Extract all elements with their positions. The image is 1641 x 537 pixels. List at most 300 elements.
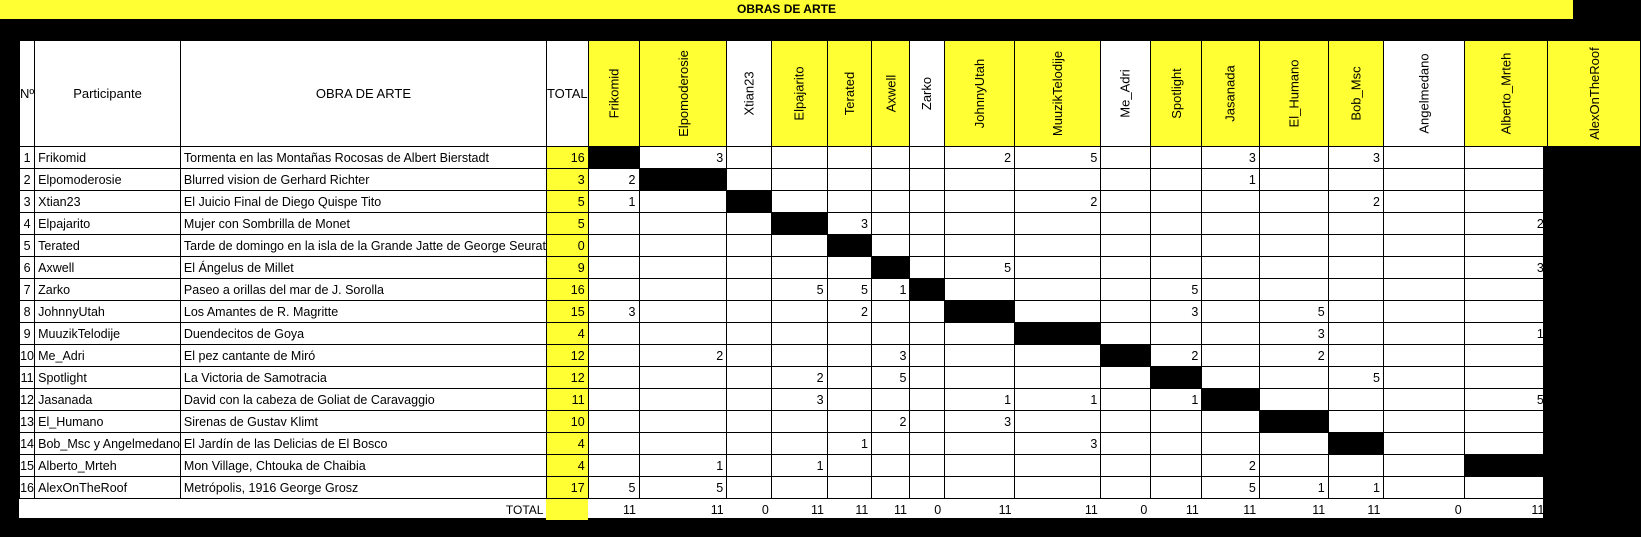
vote-cell[interactable] bbox=[1328, 389, 1383, 411]
vote-cell[interactable] bbox=[944, 213, 1014, 235]
vote-cell[interactable] bbox=[1465, 301, 1548, 323]
vote-cell[interactable] bbox=[944, 169, 1014, 191]
vote-cell[interactable] bbox=[1259, 279, 1328, 301]
vote-cell[interactable] bbox=[1101, 257, 1150, 279]
vote-cell[interactable] bbox=[910, 257, 944, 279]
vote-cell[interactable] bbox=[871, 301, 910, 323]
vote-cell[interactable] bbox=[588, 455, 639, 477]
participant-cell[interactable]: Zarko bbox=[35, 279, 181, 301]
vote-cell[interactable] bbox=[1328, 169, 1383, 191]
vote-cell[interactable]: 3 bbox=[1150, 301, 1202, 323]
vote-cell[interactable] bbox=[871, 389, 910, 411]
row-total-cell[interactable]: 16 bbox=[546, 279, 588, 301]
column-total-cell[interactable]: 11 bbox=[1185, 502, 1199, 517]
vote-cell[interactable] bbox=[772, 257, 827, 279]
vote-cell[interactable] bbox=[1328, 411, 1383, 433]
vote-cell[interactable] bbox=[1202, 301, 1259, 323]
vote-cell[interactable] bbox=[1202, 367, 1259, 389]
vote-cell[interactable] bbox=[1465, 411, 1548, 433]
row-total-cell[interactable]: 17 bbox=[546, 477, 588, 499]
vote-cell[interactable] bbox=[1101, 301, 1150, 323]
vote-cell[interactable] bbox=[727, 477, 772, 499]
vote-cell[interactable] bbox=[910, 345, 944, 367]
vote-cell[interactable] bbox=[588, 279, 639, 301]
vote-cell[interactable] bbox=[871, 213, 910, 235]
vote-cell[interactable] bbox=[772, 147, 827, 169]
vote-cell[interactable] bbox=[1383, 455, 1464, 477]
participant-cell[interactable]: Terated bbox=[35, 235, 181, 257]
vote-cell[interactable] bbox=[1015, 455, 1101, 477]
vote-cell[interactable] bbox=[1015, 477, 1101, 499]
vote-cell[interactable]: 5 bbox=[871, 367, 910, 389]
vote-cell[interactable] bbox=[1383, 345, 1464, 367]
vote-cell[interactable] bbox=[727, 455, 772, 477]
vote-cell[interactable] bbox=[588, 323, 639, 345]
vote-cell[interactable] bbox=[1465, 367, 1548, 389]
self-vote-blocked-cell[interactable] bbox=[727, 191, 772, 213]
vote-cell[interactable] bbox=[910, 455, 944, 477]
vote-cell[interactable]: 3 bbox=[827, 213, 871, 235]
vote-cell[interactable] bbox=[1101, 477, 1150, 499]
vote-cell[interactable] bbox=[910, 213, 944, 235]
vote-cell[interactable] bbox=[727, 213, 772, 235]
vote-cell[interactable] bbox=[1101, 455, 1150, 477]
vote-cell[interactable] bbox=[1202, 257, 1259, 279]
vote-cell[interactable] bbox=[1150, 411, 1202, 433]
vote-cell[interactable] bbox=[944, 323, 1014, 345]
vote-cell[interactable] bbox=[827, 389, 871, 411]
vote-cell[interactable] bbox=[1259, 367, 1328, 389]
participant-cell[interactable]: AlexOnTheRoof bbox=[35, 477, 181, 499]
vote-cell[interactable]: 1 bbox=[1547, 257, 1641, 279]
participant-cell[interactable]: JohnnyUtah bbox=[35, 301, 181, 323]
vote-cell[interactable]: 3 bbox=[639, 147, 727, 169]
vote-cell[interactable] bbox=[871, 169, 910, 191]
row-total-cell[interactable]: 15 bbox=[546, 301, 588, 323]
vote-cell[interactable] bbox=[588, 411, 639, 433]
row-number-cell[interactable]: 1 bbox=[20, 147, 35, 169]
vote-cell[interactable] bbox=[871, 455, 910, 477]
vote-cell[interactable] bbox=[1015, 257, 1101, 279]
vote-cell[interactable] bbox=[1101, 279, 1150, 301]
vote-cell[interactable] bbox=[1328, 213, 1383, 235]
participant-cell[interactable]: Xtian23 bbox=[35, 191, 181, 213]
vote-cell[interactable]: 2 bbox=[827, 301, 871, 323]
vote-cell[interactable] bbox=[1465, 147, 1548, 169]
vote-cell[interactable] bbox=[827, 169, 871, 191]
vote-cell[interactable] bbox=[727, 147, 772, 169]
vote-cell[interactable] bbox=[1465, 191, 1548, 213]
vote-cell[interactable] bbox=[772, 323, 827, 345]
vote-cell[interactable] bbox=[1202, 279, 1259, 301]
vote-cell[interactable] bbox=[727, 345, 772, 367]
self-vote-blocked-cell[interactable] bbox=[871, 257, 910, 279]
vote-cell[interactable] bbox=[1328, 345, 1383, 367]
vote-cell[interactable] bbox=[827, 411, 871, 433]
vote-cell[interactable]: 3 bbox=[772, 389, 827, 411]
vote-cell[interactable] bbox=[727, 235, 772, 257]
vote-cell[interactable] bbox=[944, 279, 1014, 301]
artwork-cell[interactable]: David con la cabeza de Goliat de Caravaggio bbox=[180, 389, 546, 411]
vote-cell[interactable] bbox=[588, 433, 639, 455]
self-vote-blocked-cell[interactable] bbox=[639, 169, 727, 191]
vote-cell[interactable] bbox=[1547, 323, 1641, 345]
vote-cell[interactable]: 2 bbox=[588, 169, 639, 191]
vote-cell[interactable] bbox=[1101, 389, 1150, 411]
vote-cell[interactable] bbox=[944, 477, 1014, 499]
row-total-cell[interactable]: 12 bbox=[546, 345, 588, 367]
column-total-cell[interactable]: 0 bbox=[1454, 502, 1462, 517]
vote-cell[interactable] bbox=[871, 433, 910, 455]
artwork-cell[interactable]: El Ángelus de Millet bbox=[180, 257, 546, 279]
vote-cell[interactable]: 2 bbox=[1202, 455, 1259, 477]
vote-cell[interactable] bbox=[827, 191, 871, 213]
vote-cell[interactable] bbox=[1015, 367, 1101, 389]
vote-cell[interactable] bbox=[944, 433, 1014, 455]
vote-cell[interactable] bbox=[910, 367, 944, 389]
vote-cell[interactable] bbox=[1383, 191, 1464, 213]
vote-cell[interactable]: 2 bbox=[1547, 301, 1641, 323]
row-number-cell[interactable]: 12 bbox=[20, 389, 35, 411]
vote-cell[interactable] bbox=[1150, 235, 1202, 257]
vote-cell[interactable] bbox=[727, 411, 772, 433]
vote-cell[interactable] bbox=[639, 235, 727, 257]
vote-cell[interactable]: 3 bbox=[1328, 147, 1383, 169]
vote-cell[interactable] bbox=[1202, 323, 1259, 345]
vote-cell[interactable] bbox=[1547, 191, 1641, 213]
vote-cell[interactable] bbox=[1202, 433, 1259, 455]
vote-cell[interactable] bbox=[944, 455, 1014, 477]
row-number-cell[interactable]: 10 bbox=[20, 345, 35, 367]
row-number-cell[interactable]: 8 bbox=[20, 301, 35, 323]
vote-cell[interactable] bbox=[1383, 213, 1464, 235]
vote-cell[interactable] bbox=[1015, 235, 1101, 257]
vote-cell[interactable] bbox=[727, 367, 772, 389]
artwork-cell[interactable]: Sirenas de Gustav Klimt bbox=[180, 411, 546, 433]
row-number-cell[interactable]: 5 bbox=[20, 235, 35, 257]
row-total-cell[interactable]: 3 bbox=[546, 169, 588, 191]
vote-cell[interactable] bbox=[1547, 169, 1641, 191]
vote-cell[interactable] bbox=[727, 279, 772, 301]
vote-cell[interactable] bbox=[827, 455, 871, 477]
row-total-cell[interactable]: 4 bbox=[546, 323, 588, 345]
vote-cell[interactable] bbox=[827, 345, 871, 367]
vote-cell[interactable] bbox=[1465, 279, 1548, 301]
vote-cell[interactable] bbox=[1015, 279, 1101, 301]
vote-cell[interactable] bbox=[1465, 345, 1548, 367]
vote-cell[interactable] bbox=[1101, 213, 1150, 235]
row-number-cell[interactable]: 13 bbox=[20, 411, 35, 433]
row-number-cell[interactable]: 4 bbox=[20, 213, 35, 235]
vote-cell[interactable] bbox=[1015, 301, 1101, 323]
artwork-cell[interactable]: Metrópolis, 1916 George Grosz bbox=[180, 477, 546, 499]
vote-cell[interactable]: 5 bbox=[1547, 411, 1641, 433]
self-vote-blocked-cell[interactable] bbox=[1202, 389, 1259, 411]
artwork-cell[interactable]: El Jardín de las Delicias de El Bosco bbox=[180, 433, 546, 455]
vote-cell[interactable] bbox=[910, 433, 944, 455]
column-total-cell[interactable]: 0 bbox=[761, 502, 769, 517]
artwork-cell[interactable]: El Juicio Final de Diego Quispe Tito bbox=[180, 191, 546, 213]
vote-cell[interactable] bbox=[639, 191, 727, 213]
vote-cell[interactable] bbox=[639, 301, 727, 323]
row-number-cell[interactable]: 6 bbox=[20, 257, 35, 279]
vote-cell[interactable] bbox=[910, 191, 944, 213]
vote-cell[interactable] bbox=[1547, 433, 1641, 455]
vote-cell[interactable]: 2 bbox=[772, 367, 827, 389]
vote-cell[interactable] bbox=[1015, 169, 1101, 191]
vote-cell[interactable]: 2 bbox=[1328, 191, 1383, 213]
vote-cell[interactable]: 5 bbox=[1328, 367, 1383, 389]
vote-cell[interactable] bbox=[1465, 235, 1548, 257]
vote-cell[interactable] bbox=[1150, 147, 1202, 169]
column-total-cell[interactable]: 11 bbox=[1243, 502, 1257, 517]
artwork-cell[interactable]: El pez cantante de Miró bbox=[180, 345, 546, 367]
vote-cell[interactable]: 2 bbox=[871, 411, 910, 433]
vote-cell[interactable] bbox=[1547, 367, 1641, 389]
column-total-cell[interactable]: 11 bbox=[710, 502, 724, 517]
vote-cell[interactable] bbox=[639, 411, 727, 433]
vote-cell[interactable] bbox=[1383, 301, 1464, 323]
vote-cell[interactable]: 5 bbox=[639, 477, 727, 499]
vote-cell[interactable] bbox=[1150, 257, 1202, 279]
vote-cell[interactable] bbox=[827, 367, 871, 389]
vote-cell[interactable] bbox=[910, 147, 944, 169]
vote-cell[interactable] bbox=[1547, 279, 1641, 301]
vote-cell[interactable]: 1 bbox=[588, 191, 639, 213]
row-number-cell[interactable]: 7 bbox=[20, 279, 35, 301]
vote-cell[interactable] bbox=[1101, 235, 1150, 257]
vote-cell[interactable] bbox=[588, 257, 639, 279]
self-vote-blocked-cell[interactable] bbox=[1547, 477, 1641, 499]
vote-cell[interactable] bbox=[871, 147, 910, 169]
vote-cell[interactable]: 5 bbox=[1150, 279, 1202, 301]
participant-cell[interactable]: Elpajarito bbox=[35, 213, 181, 235]
vote-cell[interactable] bbox=[639, 389, 727, 411]
vote-cell[interactable] bbox=[1383, 477, 1464, 499]
vote-cell[interactable]: 3 bbox=[1259, 323, 1328, 345]
artwork-cell[interactable]: Mon Village, Chtouka de Chaibia bbox=[180, 455, 546, 477]
vote-cell[interactable]: 1 bbox=[827, 433, 871, 455]
row-number-cell[interactable]: 14 bbox=[20, 433, 35, 455]
vote-cell[interactable] bbox=[727, 257, 772, 279]
vote-cell[interactable]: 5 bbox=[1015, 147, 1101, 169]
vote-cell[interactable] bbox=[727, 433, 772, 455]
vote-cell[interactable] bbox=[639, 367, 727, 389]
vote-cell[interactable] bbox=[1259, 235, 1328, 257]
vote-cell[interactable] bbox=[1465, 169, 1548, 191]
artwork-cell[interactable]: Mujer con Sombrilla de Monet bbox=[180, 213, 546, 235]
vote-cell[interactable]: 3 bbox=[1202, 147, 1259, 169]
vote-cell[interactable] bbox=[1259, 169, 1328, 191]
vote-cell[interactable] bbox=[910, 235, 944, 257]
vote-cell[interactable] bbox=[1328, 455, 1383, 477]
vote-cell[interactable] bbox=[1150, 455, 1202, 477]
vote-cell[interactable] bbox=[1150, 433, 1202, 455]
vote-cell[interactable] bbox=[639, 433, 727, 455]
vote-cell[interactable]: 3 bbox=[1465, 257, 1548, 279]
self-vote-blocked-cell[interactable] bbox=[588, 147, 639, 169]
vote-cell[interactable] bbox=[910, 301, 944, 323]
vote-cell[interactable] bbox=[1015, 213, 1101, 235]
vote-cell[interactable] bbox=[1259, 257, 1328, 279]
vote-cell[interactable] bbox=[727, 169, 772, 191]
vote-cell[interactable] bbox=[588, 389, 639, 411]
row-total-cell[interactable]: 10 bbox=[546, 411, 588, 433]
vote-cell[interactable]: 5 bbox=[827, 279, 871, 301]
vote-cell[interactable] bbox=[910, 389, 944, 411]
vote-cell[interactable] bbox=[1101, 323, 1150, 345]
vote-cell[interactable] bbox=[910, 411, 944, 433]
vote-cell[interactable]: 1 bbox=[871, 279, 910, 301]
vote-cell[interactable] bbox=[727, 389, 772, 411]
vote-cell[interactable] bbox=[772, 169, 827, 191]
vote-cell[interactable] bbox=[910, 169, 944, 191]
self-vote-blocked-cell[interactable] bbox=[1101, 345, 1150, 367]
vote-cell[interactable] bbox=[1383, 323, 1464, 345]
vote-cell[interactable] bbox=[827, 257, 871, 279]
vote-cell[interactable] bbox=[727, 323, 772, 345]
self-vote-blocked-cell[interactable] bbox=[827, 235, 871, 257]
vote-cell[interactable]: 3 bbox=[871, 345, 910, 367]
vote-cell[interactable]: 1 bbox=[1465, 323, 1548, 345]
vote-cell[interactable] bbox=[944, 235, 1014, 257]
row-total-cell[interactable]: 16 bbox=[546, 147, 588, 169]
vote-cell[interactable] bbox=[1383, 279, 1464, 301]
vote-cell[interactable] bbox=[1383, 433, 1464, 455]
row-total-cell[interactable]: 5 bbox=[546, 191, 588, 213]
vote-cell[interactable]: 5 bbox=[1465, 389, 1548, 411]
column-total-cell[interactable]: 0 bbox=[934, 502, 942, 517]
vote-cell[interactable]: 1 bbox=[639, 455, 727, 477]
vote-cell[interactable] bbox=[639, 323, 727, 345]
vote-cell[interactable] bbox=[1150, 191, 1202, 213]
column-total-cell[interactable]: 0 bbox=[1140, 502, 1148, 517]
vote-cell[interactable] bbox=[1101, 433, 1150, 455]
row-number-cell[interactable]: 15 bbox=[20, 455, 35, 477]
vote-cell[interactable] bbox=[1101, 147, 1150, 169]
participant-cell[interactable]: Frikomid bbox=[35, 147, 181, 169]
vote-cell[interactable] bbox=[1328, 323, 1383, 345]
vote-cell[interactable] bbox=[1259, 455, 1328, 477]
vote-cell[interactable] bbox=[772, 433, 827, 455]
vote-cell[interactable] bbox=[944, 345, 1014, 367]
vote-cell[interactable] bbox=[1547, 147, 1641, 169]
vote-cell[interactable] bbox=[1101, 169, 1150, 191]
participant-cell[interactable]: Elpomoderosie bbox=[35, 169, 181, 191]
artwork-cell[interactable]: La Victoria de Samotracia bbox=[180, 367, 546, 389]
vote-cell[interactable] bbox=[1015, 345, 1101, 367]
vote-cell[interactable]: 1 bbox=[1259, 477, 1328, 499]
vote-cell[interactable] bbox=[1383, 257, 1464, 279]
self-vote-blocked-cell[interactable] bbox=[1150, 367, 1202, 389]
artwork-cell[interactable]: Tarde de domingo en la isla de la Grande Jatte de George Seurat bbox=[180, 235, 546, 257]
artwork-cell[interactable]: Blurred vision de Gerhard Richter bbox=[180, 169, 546, 191]
vote-cell[interactable]: 3 bbox=[1547, 345, 1641, 367]
vote-cell[interactable] bbox=[1101, 367, 1150, 389]
vote-cell[interactable] bbox=[1202, 191, 1259, 213]
vote-cell[interactable] bbox=[944, 367, 1014, 389]
row-total-cell[interactable]: 4 bbox=[546, 455, 588, 477]
vote-cell[interactable]: 3 bbox=[944, 411, 1014, 433]
row-number-cell[interactable]: 11 bbox=[20, 367, 35, 389]
vote-cell[interactable] bbox=[910, 323, 944, 345]
vote-cell[interactable]: 2 bbox=[944, 147, 1014, 169]
vote-cell[interactable]: 2 bbox=[1015, 191, 1101, 213]
column-total-cell[interactable]: 11 bbox=[1312, 502, 1326, 517]
participant-cell[interactable]: Spotlight bbox=[35, 367, 181, 389]
vote-cell[interactable]: 1 bbox=[1202, 169, 1259, 191]
vote-cell[interactable] bbox=[1547, 455, 1641, 477]
vote-cell[interactable] bbox=[772, 301, 827, 323]
vote-cell[interactable]: 1 bbox=[1328, 477, 1383, 499]
vote-cell[interactable]: 3 bbox=[588, 301, 639, 323]
row-number-cell[interactable]: 2 bbox=[20, 169, 35, 191]
artwork-cell[interactable]: Los Amantes de R. Magritte bbox=[180, 301, 546, 323]
row-total-cell[interactable]: 9 bbox=[546, 257, 588, 279]
vote-cell[interactable] bbox=[1547, 213, 1641, 235]
vote-cell[interactable] bbox=[1547, 389, 1641, 411]
vote-cell[interactable] bbox=[588, 367, 639, 389]
artwork-cell[interactable]: Paseo a orillas del mar de J. Sorolla bbox=[180, 279, 546, 301]
vote-cell[interactable]: 1 bbox=[1150, 389, 1202, 411]
self-vote-blocked-cell[interactable] bbox=[1259, 411, 1328, 433]
vote-cell[interactable] bbox=[1150, 213, 1202, 235]
participant-cell[interactable]: Me_Adri bbox=[35, 345, 181, 367]
row-number-cell[interactable]: 16 bbox=[20, 477, 35, 499]
self-vote-blocked-cell[interactable] bbox=[1328, 433, 1383, 455]
vote-cell[interactable] bbox=[1328, 301, 1383, 323]
self-vote-blocked-cell[interactable] bbox=[910, 279, 944, 301]
vote-cell[interactable] bbox=[871, 477, 910, 499]
row-total-cell[interactable]: 11 bbox=[546, 389, 588, 411]
vote-cell[interactable] bbox=[772, 235, 827, 257]
column-total-cell[interactable]: 11 bbox=[893, 502, 907, 517]
vote-cell[interactable] bbox=[1465, 477, 1548, 499]
vote-cell[interactable] bbox=[639, 279, 727, 301]
column-total-cell[interactable]: 11 bbox=[1367, 502, 1381, 517]
vote-cell[interactable] bbox=[1202, 213, 1259, 235]
vote-cell[interactable]: 5 bbox=[1202, 477, 1259, 499]
participant-cell[interactable]: El_Humano bbox=[35, 411, 181, 433]
vote-cell[interactable]: 1 bbox=[1015, 389, 1101, 411]
vote-cell[interactable]: 3 bbox=[1015, 433, 1101, 455]
vote-cell[interactable] bbox=[772, 345, 827, 367]
column-total-cell[interactable]: 11 bbox=[855, 502, 869, 517]
vote-cell[interactable]: 1 bbox=[772, 455, 827, 477]
row-total-cell[interactable]: 5 bbox=[546, 213, 588, 235]
column-total-cell[interactable]: 11 bbox=[623, 502, 636, 517]
column-total-cell[interactable]: 11 bbox=[1624, 502, 1638, 517]
row-number-cell[interactable]: 3 bbox=[20, 191, 35, 213]
vote-cell[interactable]: 2 bbox=[1465, 213, 1548, 235]
artwork-cell[interactable]: Tormenta en las Montañas Rocosas de Albert Bierstadt bbox=[180, 147, 546, 169]
vote-cell[interactable]: 1 bbox=[944, 389, 1014, 411]
vote-cell[interactable]: 2 bbox=[639, 345, 727, 367]
participant-cell[interactable]: Bob_Msc y Angelmedano bbox=[35, 433, 181, 455]
vote-cell[interactable] bbox=[871, 235, 910, 257]
vote-cell[interactable] bbox=[1328, 235, 1383, 257]
row-total-cell[interactable]: 12 bbox=[546, 367, 588, 389]
vote-cell[interactable] bbox=[1383, 411, 1464, 433]
row-total-cell[interactable]: 4 bbox=[546, 433, 588, 455]
vote-cell[interactable] bbox=[1383, 147, 1464, 169]
vote-cell[interactable]: 5 bbox=[1259, 301, 1328, 323]
participant-cell[interactable]: Alberto_Mrteh bbox=[35, 455, 181, 477]
vote-cell[interactable] bbox=[639, 213, 727, 235]
vote-cell[interactable] bbox=[772, 477, 827, 499]
vote-cell[interactable]: 5 bbox=[772, 279, 827, 301]
self-vote-blocked-cell[interactable] bbox=[944, 301, 1014, 323]
